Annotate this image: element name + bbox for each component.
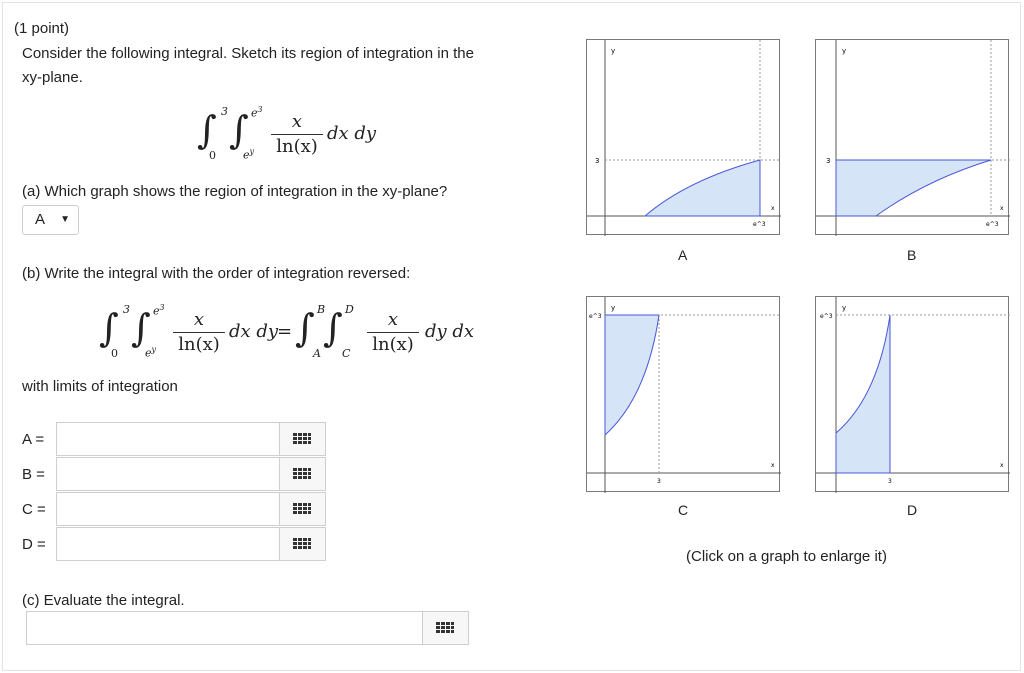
graph-c[interactable] [586, 296, 780, 492]
orig-outer-lower: 0 [111, 347, 118, 360]
orig-inner-lower-exp: y [151, 345, 157, 354]
graph-d-caption: D [907, 502, 918, 518]
limit-d-matrix-button[interactable] [280, 527, 326, 561]
rev-integrand [367, 309, 419, 355]
graph-d[interactable] [815, 296, 1009, 492]
rev-outer-lower: A [313, 347, 321, 360]
rev-inner-integral-sign: ∫ [323, 306, 343, 350]
part-c-question: (c) Evaluate the integral. [22, 592, 185, 609]
rev-inner-lower: C [342, 347, 351, 360]
outer-lower-limit: 0 [209, 149, 216, 162]
integral-expression [193, 105, 393, 165]
graph-c-caption: C [678, 502, 689, 518]
graph-b-tick-e3: e^3 [986, 221, 999, 228]
graph-d-plot [816, 297, 1010, 493]
graph-a-tick-e3: e^3 [753, 221, 766, 228]
orig-inner-upper-base: e [153, 304, 160, 318]
integrand-denominator: ln(x) [276, 136, 318, 157]
problem-panel [2, 2, 1021, 671]
limit-a-matrix-button[interactable] [280, 422, 326, 456]
limit-b-label: B = [22, 466, 45, 483]
graph-choice-dropdown[interactable] [22, 205, 79, 235]
rev-outer-upper: B [317, 303, 326, 316]
part-a-question: (a) Which graph shows the region of integration in the xy-plane? [22, 183, 448, 200]
limit-b-input[interactable] [56, 457, 280, 491]
intro-text-line2: xy-plane. [22, 69, 83, 86]
graph-d-y-label: y [842, 304, 847, 312]
limit-b-matrix-button[interactable] [280, 457, 326, 491]
triangle-down-icon: ▼ [60, 214, 70, 225]
limit-a-label: A = [22, 431, 45, 448]
graph-c-plot [587, 297, 781, 493]
graph-d-x-label: x [1000, 462, 1004, 469]
rev-outer-integral-sign: ∫ [295, 306, 315, 350]
orig-inner-upper-exp: 3 [159, 303, 165, 312]
orig-integrand [173, 309, 225, 355]
limit-d-input[interactable] [56, 527, 280, 561]
grid-icon [293, 468, 311, 480]
graph-c-x-label: x [771, 462, 775, 469]
click-hint: (Click on a graph to enlarge it) [686, 548, 887, 565]
integrand-numerator: x [291, 111, 303, 132]
equals-sign: = [277, 321, 293, 342]
graph-b-plot [816, 40, 1010, 236]
graph-c-tick-e3: e^3 [589, 313, 602, 320]
graph-a-tick-3: 3 [595, 157, 600, 165]
integrand-fraction [271, 111, 323, 157]
orig-outer-upper: 3 [123, 303, 130, 316]
part-b-question: (b) Write the integral with the order of integration reversed: [22, 265, 411, 282]
rev-inner-upper: D [345, 303, 354, 316]
reversed-integral-equation [95, 303, 485, 365]
limit-c-input[interactable] [56, 492, 280, 526]
graph-a-x-label: x [771, 205, 775, 212]
orig-outer-integral-sign: ∫ [99, 306, 119, 350]
graph-c-tick-3: 3 [657, 478, 661, 485]
graph-b-y-label: y [842, 47, 847, 55]
grid-icon [436, 622, 454, 634]
inner-lower-exp: y [249, 147, 255, 156]
rev-denominator: ln(x) [372, 334, 414, 355]
points-label: (1 point) [14, 20, 70, 37]
inner-lower-base: e [243, 148, 250, 162]
inner-upper-exp: 3 [257, 105, 263, 114]
graph-a-caption: A [678, 247, 688, 263]
graph-d-tick-e3: e^3 [820, 313, 833, 320]
part-c-answer-input[interactable] [26, 611, 423, 645]
graph-b[interactable] [815, 39, 1009, 235]
graph-b-tick-3: 3 [826, 157, 831, 165]
inner-integral-sign: ∫ [229, 108, 249, 152]
intro-text-line1: Consider the following integral. Sketch its region of integration in the [22, 45, 474, 62]
part-c-matrix-button[interactable] [423, 611, 469, 645]
orig-differentials: dx dy [229, 321, 279, 342]
limits-text: with limits of integration [22, 378, 178, 395]
grid-icon [293, 538, 311, 550]
orig-inner-integral-sign: ∫ [131, 306, 151, 350]
outer-upper-limit: 3 [221, 105, 228, 118]
graph-c-y-label: y [611, 304, 616, 312]
graph-a[interactable] [586, 39, 780, 235]
rev-numerator: x [387, 309, 399, 330]
graph-b-caption: B [907, 247, 917, 263]
grid-icon [293, 433, 311, 445]
orig-inner-lower-base: e [145, 346, 152, 360]
graph-a-y-label: y [611, 47, 616, 55]
graph-d-tick-3: 3 [888, 478, 892, 485]
limit-a-input[interactable] [56, 422, 280, 456]
grid-icon [293, 503, 311, 515]
graph-a-plot [587, 40, 781, 236]
inner-upper-base: e [251, 106, 258, 120]
graph-choice-value: A [35, 211, 46, 228]
limit-d-label: D = [22, 536, 46, 553]
outer-integral-sign: ∫ [197, 108, 217, 152]
limit-c-matrix-button[interactable] [280, 492, 326, 526]
graph-b-x-label: x [1000, 205, 1004, 212]
orig-numerator: x [193, 309, 205, 330]
rev-differentials: dy dx [425, 321, 475, 342]
limit-c-label: C = [22, 501, 46, 518]
differentials: dx dy [327, 123, 377, 144]
orig-denominator: ln(x) [178, 334, 220, 355]
